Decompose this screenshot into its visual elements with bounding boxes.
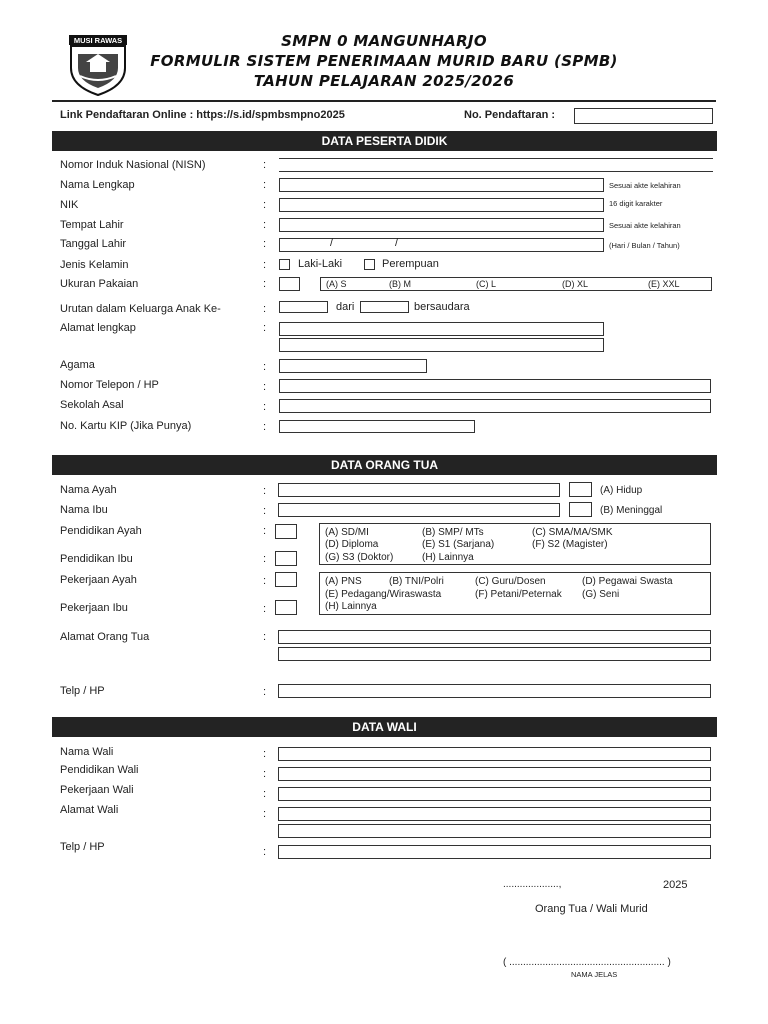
label-alamat-orang-tua: Alamat Orang Tua [60, 631, 150, 643]
colon: : [263, 505, 267, 517]
pekerjaan-option: (D) Pegawai Swasta [582, 576, 673, 587]
registration-link: Link Pendaftaran Online : https://s.id/spmbsmpno2025 [60, 109, 345, 121]
label-sekolah-asal: Sekolah Asal [60, 399, 124, 411]
pendidikan-option: (F) S2 (Magister) [532, 539, 608, 550]
header-divider [52, 100, 716, 102]
jumlah-saudara-field[interactable] [360, 301, 409, 313]
colon: : [263, 631, 267, 643]
pendidikan-option: (G) S3 (Doktor) [325, 552, 394, 563]
colon: : [263, 788, 267, 800]
label-telp-orang-tua: Telp / HP [60, 685, 105, 697]
size-option-l: (C) L [476, 279, 496, 289]
label-agama: Agama [60, 359, 95, 371]
nama-lengkap-field[interactable] [279, 178, 604, 192]
label-pendidikan-wali: Pendidikan Wali [60, 764, 139, 776]
pekerjaan-option: (E) Pedagang/Wiraswasta [325, 589, 442, 600]
label-nama-ibu: Nama Ibu [60, 504, 108, 516]
colon: : [263, 421, 267, 433]
label-nama-ayah: Nama Ayah [60, 484, 117, 496]
telp-orang-tua-field[interactable] [278, 684, 711, 698]
header-title-year: TAHUN PELAJARAN 2025/2026 [253, 72, 515, 90]
colon: : [263, 159, 267, 171]
sekolah-asal-field[interactable] [279, 399, 711, 413]
colon: : [263, 238, 267, 250]
alamat-lengkap-field-1[interactable] [279, 322, 604, 336]
label-tanggal-lahir: Tanggal Lahir [60, 238, 127, 250]
pekerjaan-ibu-field[interactable] [275, 600, 297, 615]
colon: : [263, 179, 267, 191]
date-slash: / [330, 237, 334, 249]
size-option-xl: (D) XL [562, 279, 589, 289]
label-ukuran-pakaian: Ukuran Pakaian [60, 278, 139, 290]
date-slash: / [395, 237, 399, 249]
registration-number-field[interactable] [574, 108, 713, 124]
kartu-kip-field[interactable] [279, 420, 475, 433]
pendidikan-option: (D) Diploma [325, 539, 379, 550]
pekerjaan-wali-field[interactable] [278, 787, 711, 801]
nik-field[interactable] [279, 198, 604, 212]
label-jenis-kelamin: Jenis Kelamin [60, 259, 129, 271]
label-nisn: Nomor Induk Nasional (NISN) [60, 159, 206, 171]
pendidikan-wali-field[interactable] [278, 767, 711, 781]
pendidikan-option: (E) S1 (Sarjana) [422, 539, 495, 550]
pekerjaan-option: (C) Guru/Dosen [475, 576, 546, 587]
pekerjaan-option: (H) Lainnya [325, 601, 377, 612]
label-pekerjaan-ayah: Pekerjaan Ayah [60, 574, 137, 586]
colon: : [263, 768, 267, 780]
label-dari: dari [336, 301, 355, 313]
pekerjaan-option: (G) Seni [582, 589, 620, 600]
alamat-orang-tua-field-2[interactable] [278, 647, 711, 661]
label-bersaudara: bersaudara [414, 301, 470, 313]
tanggal-lahir-field[interactable] [279, 238, 604, 252]
nomor-telepon-field[interactable] [279, 379, 711, 393]
colon: : [263, 322, 267, 334]
note-nik: 16 digit karakter [609, 199, 663, 208]
colon: : [263, 278, 267, 290]
size-option-xxl: (E) XXL [648, 279, 680, 289]
size-option-s: (A) S [326, 279, 347, 289]
svg-text:MUSI RAWAS: MUSI RAWAS [73, 36, 123, 45]
note-tempat: Sesuai akte kelahiran [609, 221, 681, 230]
label-alamat-wali: Alamat Wali [60, 804, 119, 816]
alamat-wali-field-1[interactable] [278, 807, 711, 821]
note-tanggal: (Hari / Bulan / Tahun) [609, 241, 680, 250]
signature-year: 2025 [663, 879, 688, 891]
label-tempat-lahir: Tempat Lahir [60, 219, 124, 231]
colon: : [263, 485, 267, 497]
colon: : [263, 686, 267, 698]
colon: : [263, 553, 267, 565]
option-hidup: (A) Hidup [600, 485, 643, 496]
section-header-orang-tua: DATA ORANG TUA [52, 455, 717, 475]
note-nama: Sesuai akte kelahiran [609, 181, 681, 190]
pekerjaan-ayah-field[interactable] [275, 572, 297, 587]
section-header-wali: DATA WALI [52, 717, 717, 737]
ukuran-pakaian-field[interactable] [279, 277, 300, 291]
pendidikan-ayah-field[interactable] [275, 524, 297, 539]
colon: : [263, 361, 267, 373]
nisn-field[interactable] [279, 158, 713, 172]
option-meninggal: (B) Meninggal [600, 505, 663, 516]
label-nama-lengkap: Nama Lengkap [60, 179, 135, 191]
colon: : [263, 808, 267, 820]
label-kartu-kip: No. Kartu KIP (Jika Punya) [60, 420, 192, 432]
label-pekerjaan-wali: Pekerjaan Wali [60, 784, 134, 796]
label-nomor-telepon: Nomor Telepon / HP [60, 379, 159, 391]
pendidikan-option: (C) SMA/MA/SMK [532, 527, 613, 538]
pekerjaan-option: (B) TNI/Polri [389, 576, 444, 587]
nama-wali-field[interactable] [278, 747, 711, 761]
registration-number-label: No. Pendaftaran : [464, 109, 556, 121]
colon: : [263, 748, 267, 760]
alamat-orang-tua-field-1[interactable] [278, 630, 711, 644]
header-title-school: SMPN 0 MANGUNHARJO [281, 32, 487, 50]
label-urutan-keluarga: Urutan dalam Keluarga Anak Ke- [60, 303, 221, 315]
colon: : [263, 199, 267, 211]
label-telp-wali: Telp / HP [60, 841, 105, 853]
label-pendidikan-ibu: Pendidikan Ibu [60, 553, 133, 565]
label-pendidikan-ayah: Pendidikan Ayah [60, 525, 142, 537]
header-title-form: FORMULIR SISTEM PENERIMAAN MURID BARU (SPMB) [150, 52, 618, 70]
colon: : [263, 401, 267, 413]
status-ayah-field[interactable] [569, 482, 592, 497]
nama-ibu-field[interactable] [278, 503, 560, 517]
colon: : [263, 575, 267, 587]
pendidikan-option: (H) Lainnya [422, 552, 474, 563]
checkbox-laki-laki[interactable] [279, 259, 290, 270]
pekerjaan-option: (A) PNS [325, 576, 362, 587]
label-nama-wali: Nama Wali [60, 746, 114, 758]
signature-nama-jelas: NAMA JELAS [571, 970, 618, 979]
size-option-m: (B) M [389, 279, 411, 289]
label-alamat-lengkap: Alamat lengkap [60, 322, 136, 334]
colon: : [263, 259, 267, 271]
label-nik: NIK [60, 199, 79, 211]
alamat-lengkap-field-2[interactable] [279, 338, 604, 352]
colon: : [263, 381, 267, 393]
colon: : [263, 846, 267, 858]
anak-ke-field[interactable] [279, 301, 328, 313]
colon: : [263, 219, 267, 231]
signature-role: Orang Tua / Wali Murid [535, 903, 648, 915]
tempat-lahir-field[interactable] [279, 218, 604, 232]
alamat-wali-field-2[interactable] [278, 824, 711, 838]
colon: : [263, 303, 267, 315]
section-header-peserta: DATA PESERTA DIDIK [52, 131, 717, 151]
nama-ayah-field[interactable] [278, 483, 560, 497]
pendidikan-option: (A) SD/MI [325, 527, 369, 538]
signature-date-dots: ...................., [503, 879, 562, 890]
status-ibu-field[interactable] [569, 502, 592, 517]
label-perempuan: Perempuan [382, 258, 439, 270]
signature-name-line: ( ........................................................ ) [503, 957, 671, 968]
checkbox-perempuan[interactable] [364, 259, 375, 270]
pendidikan-option: (B) SMP/ MTs [422, 527, 484, 538]
agama-field[interactable] [279, 359, 427, 373]
pendidikan-ibu-field[interactable] [275, 551, 297, 566]
colon: : [263, 603, 267, 615]
pekerjaan-option: (F) Petani/Peternak [475, 589, 562, 600]
colon: : [263, 525, 267, 537]
telp-wali-field[interactable] [278, 845, 711, 859]
label-laki-laki: Laki-Laki [298, 258, 343, 270]
label-pekerjaan-ibu: Pekerjaan Ibu [60, 602, 128, 614]
